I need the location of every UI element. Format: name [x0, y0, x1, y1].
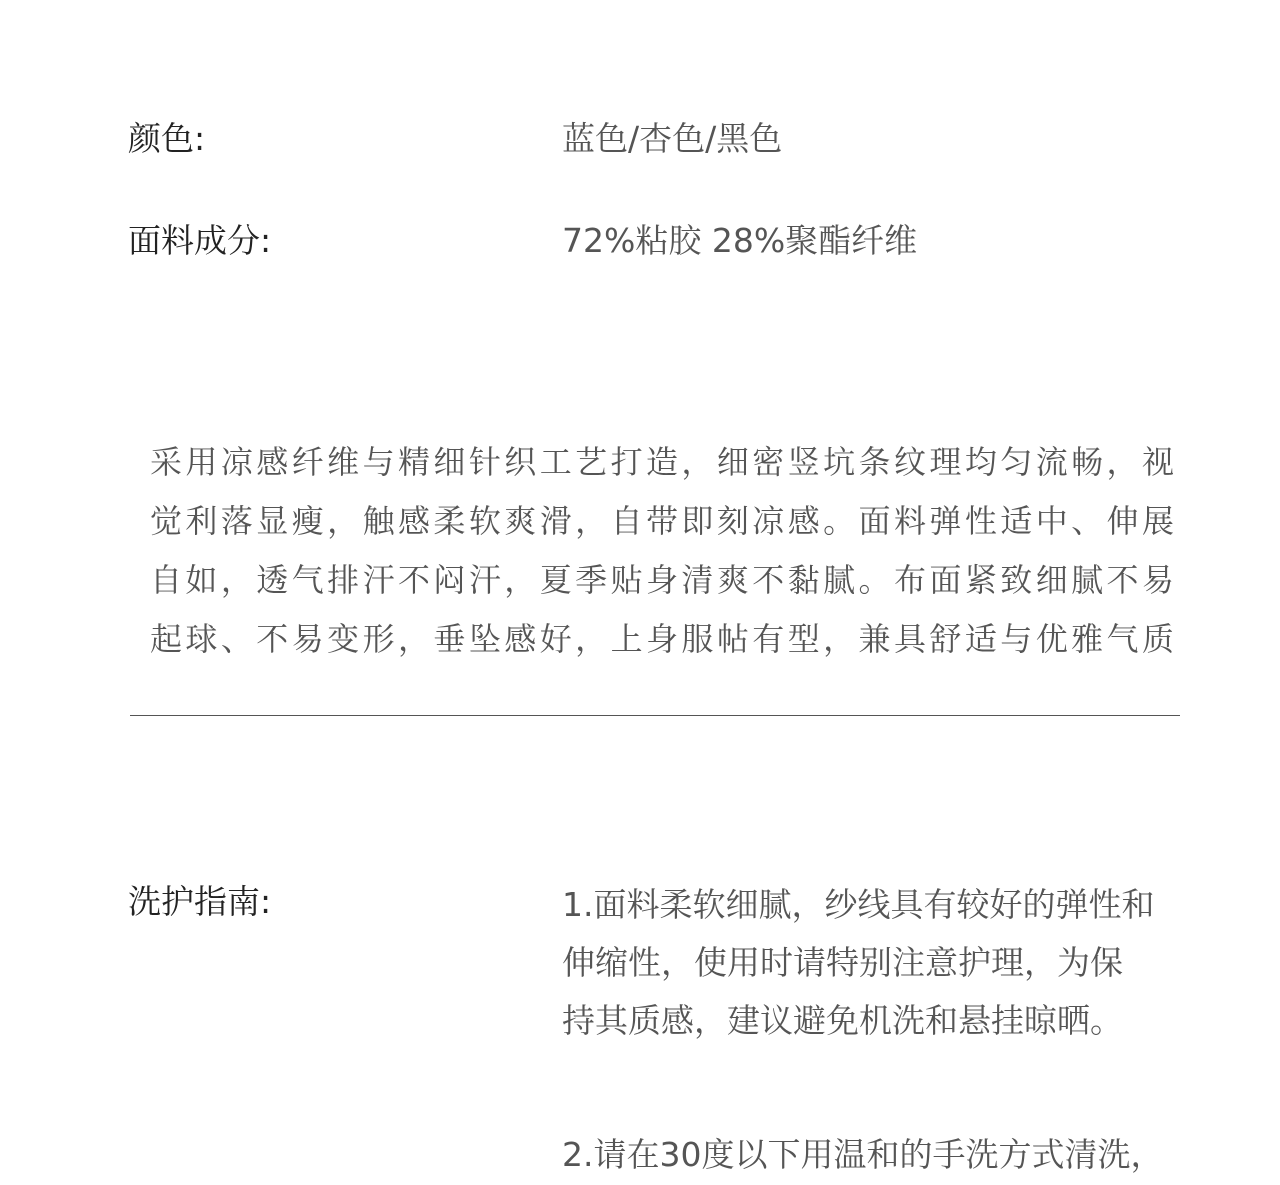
spec-row-color [0, 114, 1280, 164]
description-line: 起球、不易变形，垂坠感好，上身服帖有型，兼具舒适与优雅气质 [150, 620, 1174, 658]
care-item-line: 持其质感，建议避免机洗和悬挂晾晒。 [562, 1001, 1123, 1040]
care-item-2 [562, 1126, 1202, 1184]
description-line: 觉利落显瘦，触感柔软爽滑，自带即刻凉感。面料弹性适中、伸展 [150, 502, 1174, 540]
care-item-line: 伸缩性，使用时请特别注意护理，为保 [562, 943, 1123, 982]
spec-value-color: 蓝色/杏色/黑色 [562, 119, 783, 158]
care-item-line: 1.面料柔软细腻，纱线具有较好的弹性和 [562, 885, 1155, 924]
spec-label-fabric: 面料成分: [128, 221, 272, 260]
spec-value-fabric: 72%粘胶 28%聚酯纤维 [562, 221, 918, 260]
spec-label-color: 颜色: [128, 119, 206, 158]
fabric-description [150, 433, 1174, 669]
section-divider [130, 715, 1180, 716]
care-guide-label: 洗护指南: [128, 882, 272, 921]
care-item-1 [562, 876, 1202, 1050]
description-line: 自如，透气排汗不闷汗，夏季贴身清爽不黏腻。布面紧致细腻不易 [150, 561, 1174, 599]
description-line: 采用凉感纤维与精细针织工艺打造，细密竖坑条纹理均匀流畅，视 [150, 443, 1174, 481]
spec-row-fabric [0, 216, 1280, 266]
care-item-line: 2.请在30度以下用温和的手洗方式清洗， [562, 1135, 1164, 1174]
